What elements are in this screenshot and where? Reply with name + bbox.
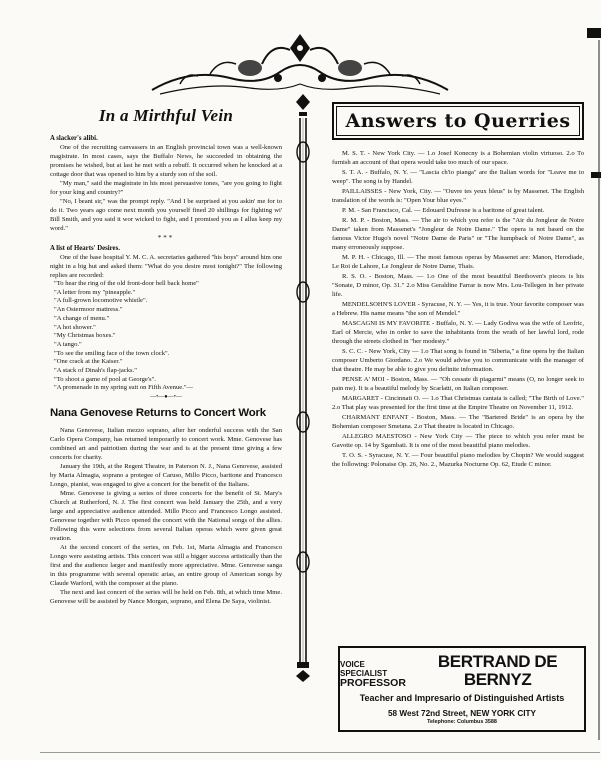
desire-item: "To see the smiling face of the town clock". bbox=[54, 349, 170, 357]
desire-item: "A tango." bbox=[54, 340, 82, 348]
header-ornament bbox=[150, 28, 450, 100]
answer-item: CHARMANT ENFANT - Boston, Mass. — The "Bartered Bride" is an opera by the Bohemian composer Smetana. 2.o That theatre is located in Chicago. bbox=[332, 413, 584, 430]
desire-item: "A promenade in my spring suit on Fifth Avenue."— bbox=[54, 384, 194, 392]
ad-telephone: Telephone: Columbus 3588 bbox=[427, 719, 497, 725]
section-stars: *** bbox=[157, 234, 175, 242]
answer-item: PAILLAISSES - New York, City. — "Ouvre tes yeux bleus" is by Massenet. The English translation of the words is: "Open Your blue eyes." bbox=[332, 188, 584, 204]
desire-item: "A stack of Dinah's flap-jacks." bbox=[54, 367, 137, 375]
desire-item: "A letter from my "pineapple." bbox=[54, 288, 136, 296]
right-column bbox=[332, 104, 584, 471]
slacker-paragraph-3: "No, I beant sir," was the prompt reply. "And I be surprised at you askin' me for to do it. Two years ago come next month you yourself fined 20 shillings for fighting wi' Bill Smith, and you said it wor wicked to fight, and I promised you as I allus keep my word." bbox=[50, 198, 282, 232]
desires-list bbox=[50, 280, 282, 393]
answer-item: M. S. T. - New York City. — 1.o Josef Konecny is a Bohemian violin virtuoso. 2.o To furnish an account of that opera would take too much of our space. bbox=[332, 150, 584, 166]
slacker-article bbox=[50, 134, 282, 233]
section-separator: —•—●—•— bbox=[150, 394, 182, 401]
mirthful-vein-title: In a Mirthful Vein bbox=[98, 106, 234, 125]
nana-paragraph: Nana Genovese, Italian mezzo soprano, after her onderful success with the San Carlo Opera Company, has returned temporarily to concert work. Mme. Genovese has combined art and patriotism during the war and is at the present time giving a few concerts for charity. bbox=[50, 427, 282, 462]
desire-item: "To shoot a game of pool at George's". bbox=[54, 375, 156, 383]
desire-item: "A change of menu." bbox=[54, 314, 110, 322]
answer-item: MENDELSOHN'S LOVER - Syracuse, N. Y. — Yes, it is true. Your favorite composer was a Hebrew. His name means "the son of Mendel." bbox=[332, 300, 584, 317]
slacker-paragraph-2: "My man," said the magistrate in his most persuasive tones, "are you going to fight for your king and country?" bbox=[50, 180, 282, 196]
answer-item: S. T. A. - Buffalo, N. Y. — "Lascia ch'io pianga" are the Italian words for "Leave me to weep". The song is by Handel. bbox=[332, 169, 584, 185]
slacker-paragraph-1: One of the recruiting canvassers in an English provincial town was a well-known magistrate. In most cases, says the Buffalo News, he succeeded in obtaining the promises he wished, but at last he met with a rebuff. It occurred when he knocked at a cottage door that was opened to him by a sturdy son of the soil. bbox=[50, 144, 282, 178]
desires-heading: A list of Hearts' Desires. bbox=[50, 245, 120, 252]
answers-title-box bbox=[332, 102, 584, 140]
answer-item: R. M. P. - Boston, Mass. — The air to which you refer is the "Air du Jongleur de Notre Dame" taken from Massenet's "Jongleur de Notre Dame." The opera is not based on the famous Victor Hugo's novel "Notre Dame de Paris" or "The humpback of Notre Dame", as many erroneously suppose. bbox=[332, 217, 584, 251]
answer-item: MASCAGNI IS MY FAVORITE - Buffalo, N. Y. — Lady Godiva was the wife of Leofric, Earl of Mercie, who in order to save the inhabitants from the wrath of her lawful lord, rode through the streets clothed in "her modesty." bbox=[332, 319, 584, 345]
left-column bbox=[50, 104, 282, 606]
nana-paragraph: Mme. Genovese is giving a series of three concerts for the benefit of St. Mary's Church at Rutherford, N. J. The first concert was held January the 25th, and a very large and appreciative audience attended. Millo Picco and Francesco Longo assisted. Genovese together with Picco opened the concert with the National songs of the allies. Following this were selections from several Italian operas which were given great ovation. bbox=[50, 490, 282, 543]
slacker-heading: A slacker's alibi. bbox=[50, 135, 98, 142]
desires-article bbox=[50, 244, 282, 393]
ad-name: BERTRAND DE BERNYZ bbox=[437, 652, 558, 689]
ad-address: 58 West 72nd Street, NEW YORK CITY bbox=[387, 709, 537, 718]
answer-item: M. P. H. - Chicago, Ill. — The most famous operas by Massenet are: Manon, Herodiade, Le Roi de Lahore, Le Jongleur de Notre Dame, Thais. bbox=[332, 253, 584, 270]
desire-item: "A hot shower." bbox=[54, 323, 96, 331]
nana-paragraph: At the second concert of the series, on Feb. 1st, Maria Almagia and Francesco Longo were assisting artists. This concert was still a bigger success artistically than the first and the audience larger and manifestly more appreciative. Mme. Genovese sanga in this programme with several operatic arias, an entire group of American songs by Claude Warford, with the composer at the piano. bbox=[50, 544, 282, 588]
answers-title: Answers to Querries bbox=[345, 110, 571, 132]
desire-item: "My Christmas boxes." bbox=[54, 332, 116, 340]
answer-item: P. M. - San Francisco, Cal. — Edouard Dufresne is a baritone of great talent. bbox=[342, 207, 545, 214]
answers-list bbox=[332, 150, 584, 469]
desire-item: "One crack at the Kaiser." bbox=[54, 358, 123, 366]
column-divider-ornament bbox=[288, 92, 318, 682]
ad-tagline: Teacher and Impresario of Distinguished Artists bbox=[359, 693, 565, 703]
ad-voice-specialist: VOICE SPECIALIST bbox=[340, 660, 388, 678]
answer-item: PENSE A' MOI - Boston, Mass. — "Oh cessate di piagarmi" means (O, no longer seek to pain me). It is a beautiful melody by Scarlatti, on Italian composer. bbox=[332, 375, 584, 392]
desire-item: "A full-grown locomotive whistle". bbox=[54, 297, 148, 305]
bottom-edge-rule bbox=[40, 752, 600, 753]
desire-item: "To hear the ring of the old front-door bell back home" bbox=[54, 280, 199, 287]
page-edge-marks bbox=[581, 0, 601, 760]
answer-item: R. S. O. - Boston, Mass. — 1.o One of the most beautiful Beethoven's pieces is his "Sonate, D minor, Op. 31." 2.o Miss Geraldine Farrar is now Mrs. Lou-Tellegen in her private life. bbox=[332, 272, 584, 298]
ad-header-row bbox=[340, 653, 584, 689]
answer-item: MARGARET - Cincinnati O. — 1.o That Christmas cantata is called; "The Birth of Love." 2.o That play was presented for the first time at the Empire Theatre on November 11, 1912. bbox=[332, 394, 584, 411]
advertisement-box bbox=[338, 646, 586, 732]
answer-item: T. O. S. - Syracuse, N. Y. — Four beautiful piano melodies by Chopin? We would suggest the following: Polonaise Op. 26, No. 2., Mazurka Nocturne Op. 62, Etude C minor. bbox=[332, 451, 584, 468]
nana-article bbox=[50, 406, 282, 606]
answer-item: S. C. C. - New York, City — 1.o That song is found in "Siberia," a fine opera by the Italian composer Umberto Giordano. 2.o We would advise you to communicate with the manager of that theatre. He may be able to give you definite information. bbox=[332, 347, 584, 373]
answer-item: ALLEGRO MAESTOSO - New York City — The piece to which you refer must be Gavotte op. 14 by Sgambati. It is one of the most beautiful piano melodies. bbox=[332, 432, 584, 449]
nana-paragraph: January the 19th, at the Regent Theatre, in Paterson N. J., Nana Genovese, assisted by Maria Almagia, soprano a protegee of Caruso, Millo Picco, baritone and Francesco Longo, pianist, was engaged to give a concert for the benefit of the Italians. bbox=[50, 463, 282, 489]
ad-titles bbox=[340, 661, 407, 689]
ad-professor: PROFESSOR bbox=[340, 677, 406, 689]
desire-item: "An Ostermoor mattress." bbox=[54, 306, 123, 314]
desires-intro: One of the base hospital Y. M. C. A. secretaries gathered "his boys" around him one night in a big hut and asked them: "What do you desire most tonight?" The following replies are recorded: bbox=[50, 254, 282, 279]
nana-headline: Nana Genovese Returns to Concert Work bbox=[50, 407, 266, 420]
nana-paragraph: The next and last concert of the series will be held on Feb. 8th, at which time Mme. Genovese will be assisted by Nance Morgan, soprano, and Elena De Saya, violinist. bbox=[50, 589, 282, 606]
